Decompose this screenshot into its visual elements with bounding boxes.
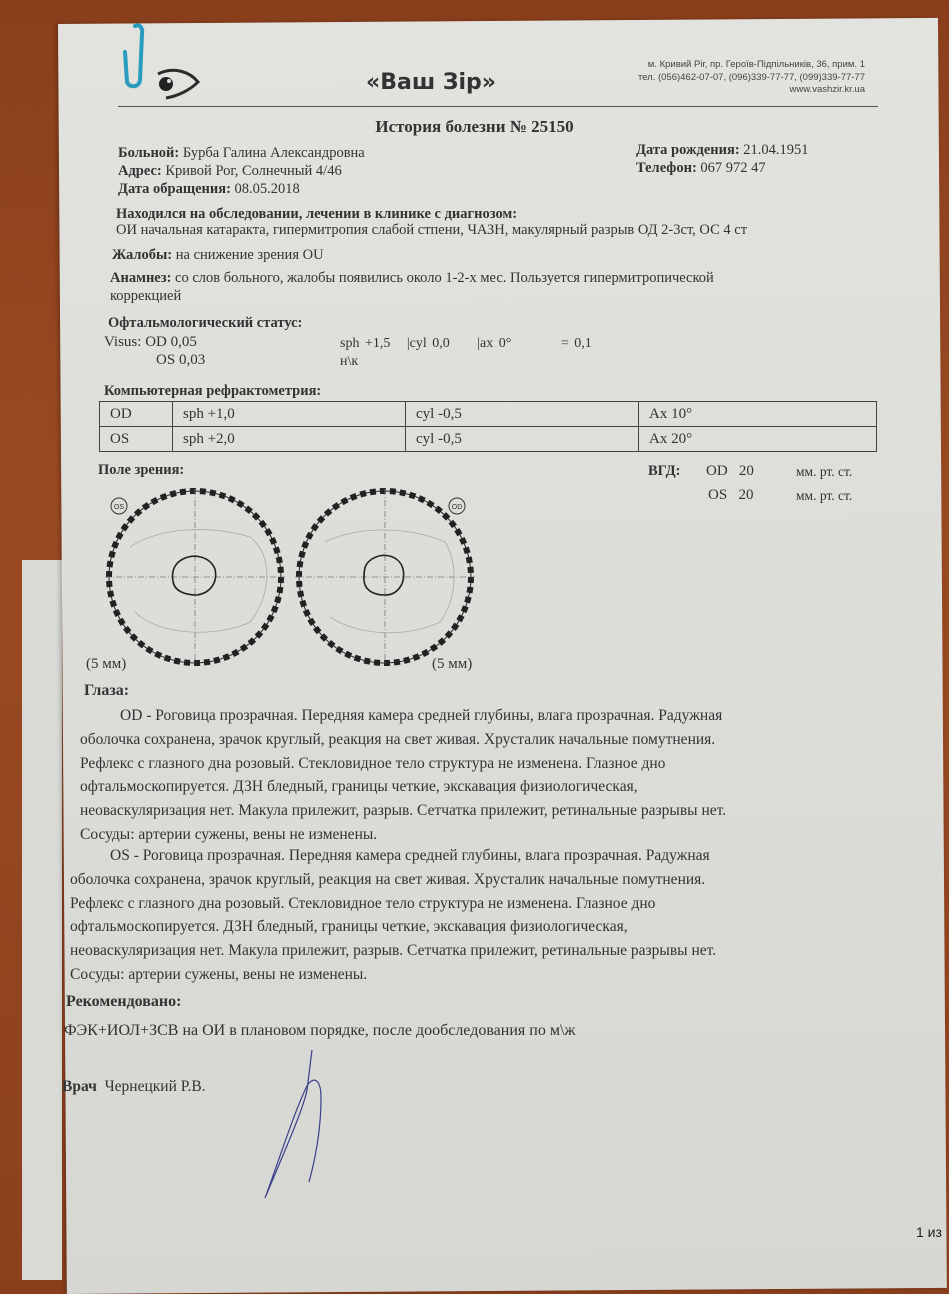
iop-od-unit: мм. рт. ст.	[796, 464, 853, 479]
visus-od-value: 0,05	[170, 334, 197, 350]
iop-os-unit: мм. рт. ст.	[796, 488, 853, 503]
phone-label: Телефон:	[636, 160, 697, 176]
complaints-label: Жалобы:	[112, 247, 173, 263]
refractometry-label: Компьютерная рефрактометрия:	[104, 383, 322, 399]
patient-address: Кривой Рог, Солнечный 4/46	[165, 163, 342, 179]
visual-field-os-chart	[105, 489, 285, 665]
patient-name-row	[118, 145, 365, 162]
refr-os-ax: Ax 20°	[639, 427, 877, 452]
eye-icon	[150, 64, 200, 100]
visus-od-cyl: |cyl 0,0	[406, 336, 450, 351]
iop-od-eye: OD	[706, 463, 728, 479]
birth-date-label: Дата рождения:	[636, 142, 740, 158]
os-line: OS - Роговица прозрачная. Передняя камера средней глубины, влага прозрачная. Радужная	[110, 847, 710, 864]
page-number: 1 из	[916, 1224, 942, 1240]
eyes-label: Глаза:	[84, 682, 130, 699]
birth-date-row	[636, 142, 809, 159]
visus-od-row	[104, 334, 197, 351]
visit-date-label: Дата обращения:	[118, 181, 231, 197]
visus-od-sph: sph +1,5	[340, 336, 391, 351]
od-line: неоваскуляризация нет. Макула прилежит, разрыв. Сетчатка прилежит, ретинальные разрывы нет.	[80, 802, 727, 820]
visus-os-eye: OS	[156, 352, 176, 368]
paperclip-icon	[113, 22, 147, 92]
doctor-name: Чернецкий Р.В.	[104, 1078, 206, 1095]
visus-os-value: 0,03	[178, 352, 206, 368]
anamnesis-text-cont: коррекцией	[110, 288, 182, 304]
patient-address-row	[118, 163, 342, 180]
document-title: История болезни № 25150	[375, 117, 574, 136]
clinic-website: www.vashzir.kr.ua	[789, 84, 865, 95]
visual-field-label: Поле зрения:	[98, 462, 185, 478]
iop-os-row	[708, 487, 753, 504]
visus-od-ax: |ax 0°	[477, 336, 512, 351]
clinic-brand: «Ваш Зір»	[366, 70, 496, 95]
os-line: Сосуды: артерии сужены, вены не изменены.	[70, 965, 368, 983]
clinic-contacts	[638, 59, 865, 97]
iop-label: ВГД:	[648, 463, 681, 479]
od-line: Рефлекс с глазного дна розовый. Стекловидное тело структура не изменена. Глазное дно	[80, 754, 666, 772]
visual-field-charts	[100, 487, 480, 667]
os-line: оболочка сохранена, зрачок круглый, реакция на свет живая. Хрусталик начальные помутнения.	[70, 870, 706, 888]
refr-os-cyl: cyl -0,5	[406, 427, 639, 452]
refr-od-sph: sph +1,0	[173, 402, 406, 427]
refr-os-eye: OS	[100, 427, 173, 452]
od-badge: OD	[451, 504, 463, 511]
complaints-row	[112, 247, 324, 264]
visit-date: 08.05.2018	[234, 181, 300, 197]
iop-os-eye: OS	[708, 487, 728, 503]
complaints-text: на снижение зрения OU	[175, 247, 324, 263]
anamnesis-row	[110, 270, 714, 287]
od-line: оболочка сохранена, зрачок круглый, реакция на свет живая. Хрусталик начальные помутнения.	[80, 730, 716, 748]
refr-os-sph: sph +2,0	[173, 427, 406, 452]
iop-od-row	[706, 463, 754, 480]
iop-od-value: 20	[738, 463, 754, 479]
refr-od-eye: OD	[100, 402, 173, 427]
birth-date: 21.04.1951	[743, 142, 809, 158]
recommendation-label: Рекомендовано:	[66, 993, 182, 1010]
refractometry-table	[99, 401, 877, 452]
os-line: Рефлекс с глазного дна розовый. Стекловидное тело структура не изменена. Глазное дно	[70, 894, 656, 912]
refr-od-ax: Ax 10°	[639, 402, 877, 427]
phone: 067 972 47	[700, 160, 766, 176]
header-divider	[118, 106, 878, 107]
patient-address-label: Адрес:	[118, 163, 162, 179]
paper-underlayer	[22, 560, 62, 1280]
os-chart-caption: (5 мм)	[86, 656, 127, 672]
od-line: Сосуды: артерии сужены, вены не изменены.	[80, 825, 378, 843]
os-line: неоваскуляризация нет. Макула прилежит, разрыв. Сетчатка прилежит, ретинальные разрывы нет.	[70, 942, 717, 960]
clinic-phones: тел. (056)462-07-07, (096)339-77-77, (099)339-77-77	[637, 71, 865, 83]
visus-od-result: = 0,1	[560, 336, 592, 351]
visus-od-correction	[340, 336, 592, 352]
ophthalmic-status-label: Офтальмологический статус:	[108, 315, 303, 331]
patient-name: Бурба Галина Александровна	[182, 145, 365, 161]
patient-name-label: Больной:	[118, 145, 180, 161]
os-badge: OS	[113, 504, 125, 511]
anamnesis-text: со слов больного, жалобы появились около 1-2-х мес. Пользуется гипермитропической	[175, 270, 714, 286]
os-description	[70, 844, 900, 987]
od-description	[80, 704, 910, 847]
phone-row	[636, 160, 766, 177]
visus-od-eye: OD	[145, 334, 167, 350]
table-row	[100, 427, 877, 452]
od-line: OD - Роговица прозрачная. Передняя камера средней глубины, влага прозрачная. Радужная	[120, 707, 723, 724]
od-line: офтальмоскопируется. ДЗН бледный, границы четкие, экскавация физиологическая,	[80, 778, 638, 796]
visit-date-row	[118, 181, 300, 198]
doctor-label: Врач	[62, 1078, 97, 1095]
visus-os-correction: н\к	[340, 354, 359, 369]
refr-od-cyl: cyl -0,5	[406, 402, 639, 427]
clinic-address: м. Кривий Ріг, пр. Героїв-Підпільників, 36, прим. 1	[647, 59, 865, 70]
anamnesis-label: Анамнез:	[110, 270, 172, 286]
doctor-row	[62, 1078, 206, 1096]
diagnosis-text: ОИ начальная катаракта, гипермитропия слабой стпени, ЧАЗН, макулярный разрыв ОД 2-3ст, ОС 4 ст	[116, 222, 748, 238]
visus-label: Visus:	[104, 334, 142, 350]
os-line: офтальмоскопируется. ДЗН бледный, границы четкие, экскавация физиологическая,	[70, 918, 628, 936]
iop-os-value: 20	[738, 487, 754, 503]
od-chart-caption: (5 мм)	[432, 656, 473, 672]
table-row	[100, 402, 877, 427]
diagnosis-label: Находился на обследовании, лечении в клинике с диагнозом:	[116, 206, 518, 222]
signature-icon	[255, 1050, 335, 1210]
recommendation-text: ФЭК+ИОЛ+ЗСВ на ОИ в плановом порядке, после дообследования по м\ж	[64, 1022, 576, 1039]
visus-os-row	[156, 352, 205, 369]
visual-field-od-chart	[295, 489, 475, 665]
